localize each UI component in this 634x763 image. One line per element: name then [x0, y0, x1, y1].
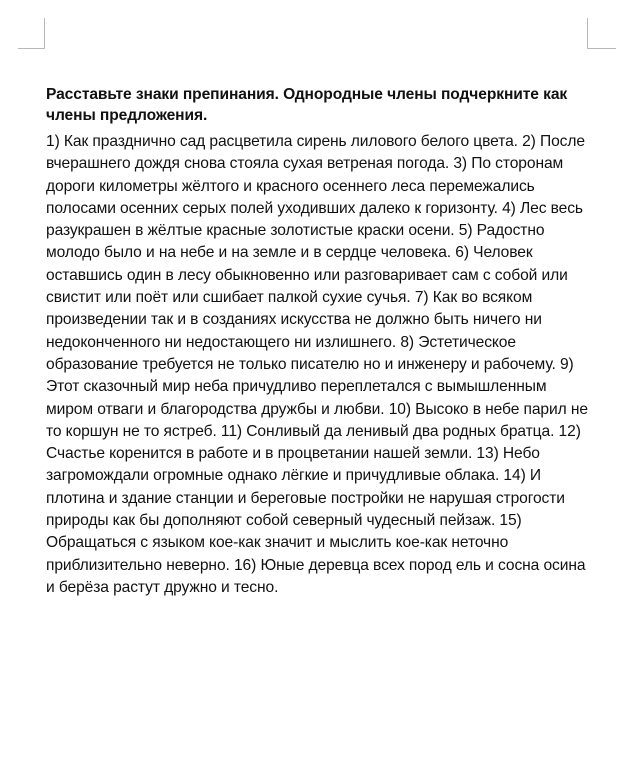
document-content — [46, 84, 596, 599]
task-title: Расставьте знаки препинания. Однородные члены подчеркните как члены предложения. — [46, 86, 568, 124]
exercise-text: 1) Как празднично сад расцветила сирень лилового белого цвета. 2) После вчерашнего дождя снова стояла сухая ветреная погода. 3) По сторонам дороги километры жёлтого и красного осеннего леса перемежались полосами осенних серых полей уходивших далеко к горизонту. 4) Лес весь разукрашен в жёлтые красные золотистые краски осени. 5) Радостно молодо было и на небе и на земле и в сердце человека. 6) Человек оставшись один в лесу обыкновенно или разговаривает сам с собой или свистит или поёт или сшибает палкой сухие сучья. 7) Как во всяком произведении так и в созданиях искусства не должно быть ничего ни недоконченного ни недостающего ни излишнего. 8) Эстетическое образование требуется не только писателю но и инженеру и рабочему. 9) Этот сказочный мир неба причудливо переплетался с вымышленным миром отваги и благородства дружбы и любви. 10) Высоко в небе парил не то коршун не то ястреб. 11) Сонливый да ленивый два родных братца. 12) Счастье коренится в работе и в процветании нашей земли. 13) Небо загромождали огромные однако лёгкие и причудливые облака. 14) И плотина и здание станции и береговые постройки не нарушая строгости природы как бы дополняют собой северный чудесный пейзаж. 15) Обращаться с языком кое-как значит и мыслить кое-как неточно приблизительно неверно. 16) Юные деревца всех пород ель и сосна осина и берёза растут дружно и тесно. — [46, 133, 588, 596]
page-corner-mark-top-left — [18, 18, 45, 49]
page-corner-mark-top-right — [587, 18, 616, 49]
